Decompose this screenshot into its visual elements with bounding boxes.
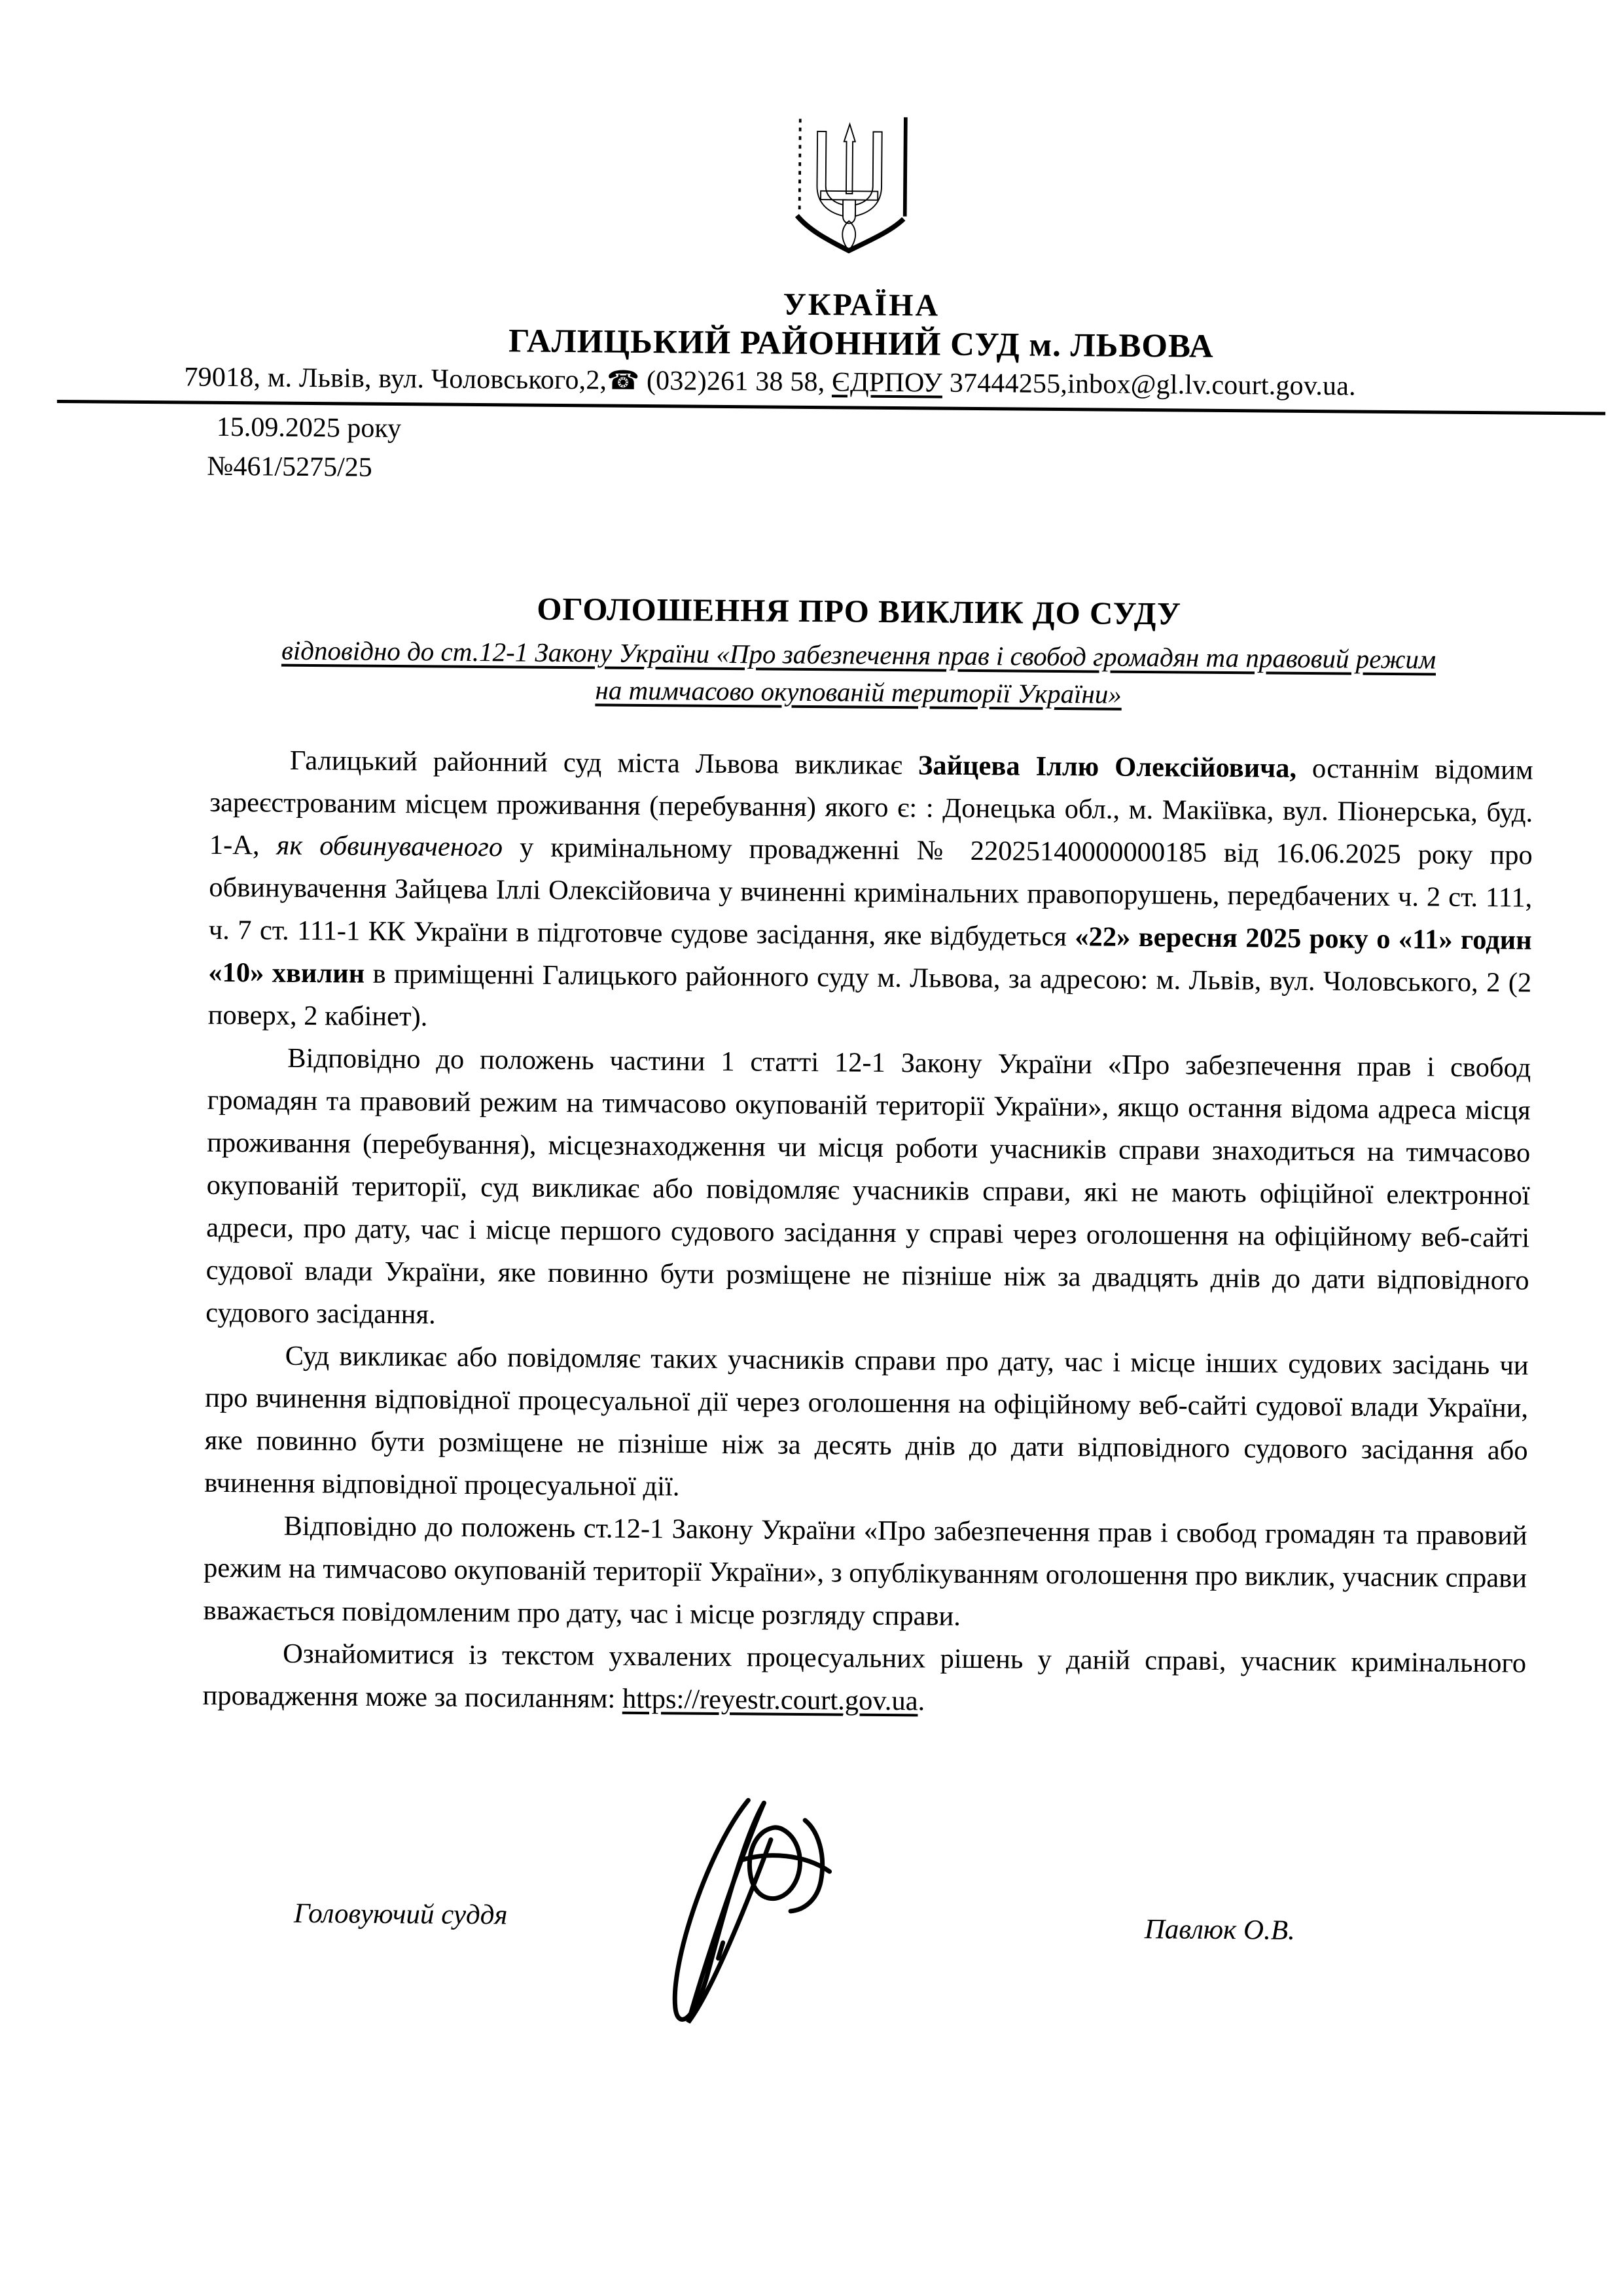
document-date: 15.09.2025 року [216, 412, 402, 444]
court-name: ГАЛИЦЬКИЙ РАЙОННИЙ СУД м. ЛЬВОВА [508, 323, 1214, 365]
text-run: . [918, 1686, 925, 1717]
text-run: Суд викликає або повідомляє таких учасників справи про дату, час і місце інших судових засідань чи про вчинення відповідної процесуальної дії через оголошення на офіційному веб-сайті судової влади України, яке повинно бути розміщене не пізніше ніж за десять днів до дати відповідного судового засідання або вчинення відповідної процесуальної дії. [204, 1340, 1529, 1502]
address-text: 79018, м. Львів, вул. Чоловського,2, [184, 362, 607, 396]
paragraph-law-part1 [205, 1036, 1531, 1345]
subtitle-line-2: на тимчасово окупованій території України» [595, 675, 1122, 709]
signer-name: Павлюк О.В. [1144, 1914, 1296, 1946]
paragraph-publication-effect [203, 1504, 1527, 1642]
edrpou-and-email: 37444255,inbox@gl.lv.court.gov.ua. [942, 368, 1356, 402]
text-run: у кримінальному провадженні № 22025140000000185 від 16.06.2025 року про обвинувачення Зайцева Іллі Олексійовича у вчиненні кримінальних правопорушень, передбачених ч. 2 ст. 111, ч. 7 ст. 111-1 КК України в підготовче судове засідання, яке відбудеться [208, 832, 1533, 953]
court-address-line [184, 361, 1356, 402]
paragraph-law-other-hearings [204, 1334, 1529, 1515]
defendant-name: Зайцева Іллю Олексійовича, [918, 750, 1297, 784]
text-run: в приміщенні Галицького районного суду м. Львова, за адресою: м. Львів, вул. Чоловського, 2 (2 поверх, 2 кабінет). [207, 958, 1532, 1033]
signer-title: Головуючий суддя [293, 1898, 508, 1931]
handwritten-signature-icon [592, 1790, 889, 2054]
document-body [202, 739, 1533, 1727]
text-run: Відповідно до положень частини 1 статті 12-1 Закону України «Про забезпечення прав і свобод громадян та правовий режим на тимчасово окупованій території України», якщо остання відома адреса місця проживання (перебування), місцезнаходження чи місця роботи учасників справи знаходиться на тимчасово окупованій території, суд викликає або повідомляє учасників справи, які не мають офіційної електронної адреси, про дату, час і місце першого судового засідання у справі через оголошення на офіційному веб-сайті судової влади України, яке повинно бути розміщене не пізніше ніж за двадцять днів до дати відповідного судового засідання. [205, 1042, 1531, 1330]
trident-emblem-icon [787, 116, 912, 271]
text-run: Ознайомитися із текстом ухвалених процесуальних рішень у даній справі, учасник кримінального провадження може за посиланням: [202, 1638, 1527, 1714]
text-run: останнім відомим зареєстрованим місцем проживання (перебування) якого є: : Донецька обл., м. Макіївка, вул. Піонерська, буд. 1-А, [209, 752, 1533, 861]
court-registry-link[interactable]: https://reyestr.court.gov.ua [622, 1683, 918, 1717]
phone-number: (032)261 38 58, [639, 365, 832, 398]
text-run: Галицький районний суд міста Львова викликає [289, 745, 919, 781]
paragraph-summons [208, 739, 1534, 1047]
phone-icon: ☎ [607, 365, 640, 396]
document-title: ОГОЛОШЕННЯ ПРО ВИКЛИК ДО СУДУ [537, 590, 1182, 632]
paragraph-registry-info [202, 1632, 1526, 1727]
subtitle-line-1: відповідно до ст.12-1 Закону України «Про забезпечення прав і свобод громадян та правовий режим [281, 635, 1436, 675]
hearing-datetime: «22» вересня 2025 року о «11» годин «10» хвилин [208, 921, 1532, 989]
edrpou-label: ЄДРПОУ [831, 367, 943, 398]
document-case-number: №461/5275/25 [207, 451, 372, 483]
document-subtitle [126, 631, 1592, 717]
text-run: Відповідно до положень ст.12-1 Закону України «Про забезпечення прав і свобод громадян та правовий режим на тимчасово окупованій території України», з опублікуванням оголошення про виклик, учасник справи вважається повідомленим про дату, час і місце розгляду справи. [203, 1510, 1527, 1632]
country-name: УКРАЇНА [783, 287, 940, 323]
text-run: як обвинуваченого [276, 830, 503, 863]
ukraine-coat-of-arms-icon [787, 116, 912, 271]
